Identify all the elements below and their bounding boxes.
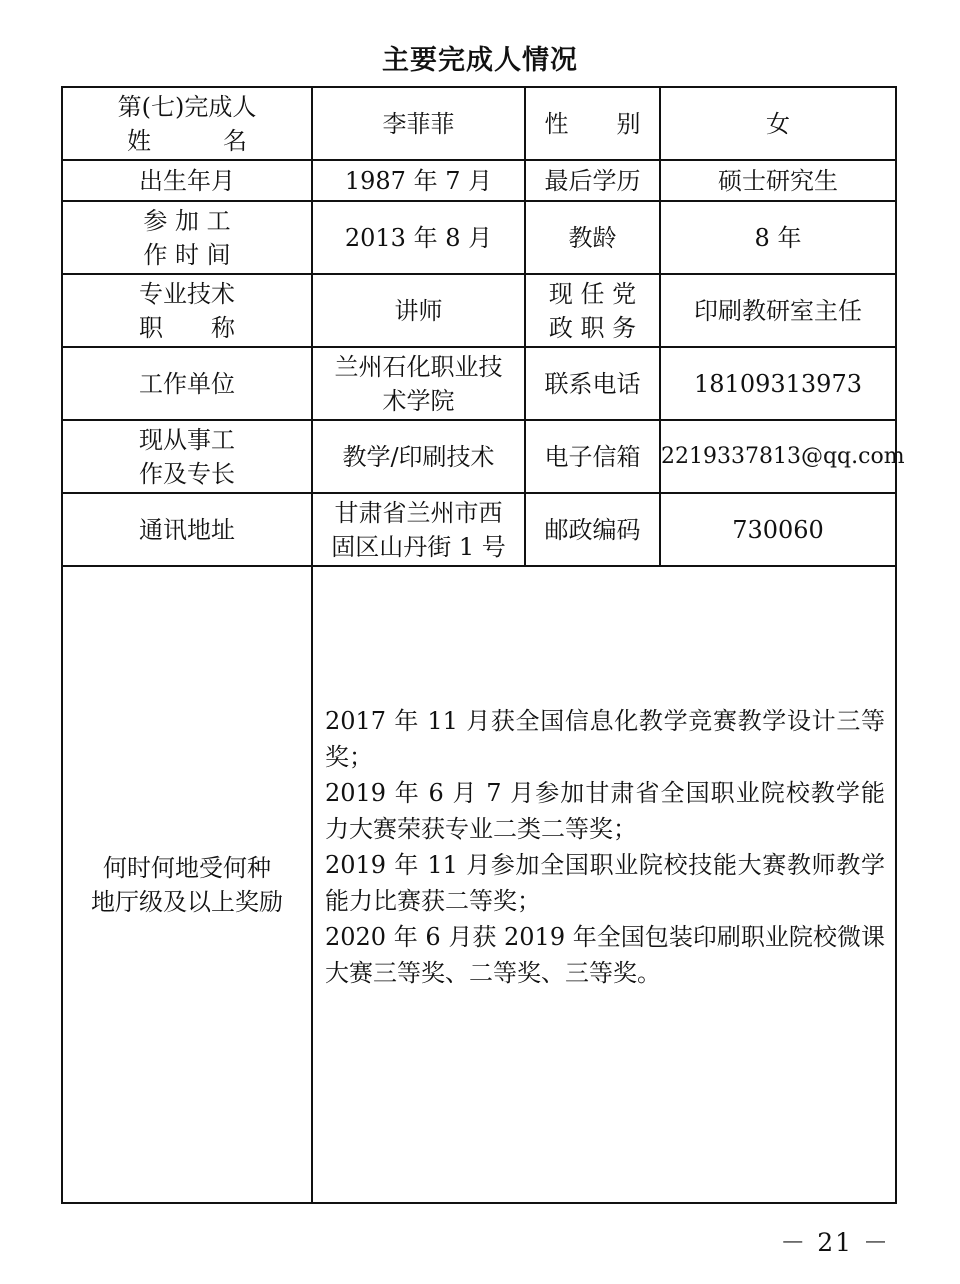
specialty-label-cell [62, 420, 312, 493]
row-specialty [62, 420, 896, 493]
title-rank-label-line2: 职 称 [139, 313, 235, 342]
name-label-line1: 第(七)完成人 [117, 92, 257, 121]
postcode-label: 邮政编码 [525, 493, 660, 566]
awards-content-cell [312, 566, 896, 1203]
party-position-value: 印刷教研室主任 [660, 274, 896, 347]
row-work-start [62, 201, 896, 274]
title-rank-label-line1: 专业技术 [139, 279, 235, 308]
work-start-label-cell [62, 201, 312, 274]
row-awards [62, 566, 896, 1203]
work-start-label-line2: 作 时 间 [143, 240, 231, 269]
row-employer [62, 347, 896, 420]
teaching-years-label: 教龄 [525, 201, 660, 274]
phone-value: 18109313973 [660, 347, 896, 420]
address-value-cell [312, 493, 525, 566]
teaching-years-value: 8 年 [660, 201, 896, 274]
award-item: 2017 年 11 月获全国信息化教学竞赛教学设计三等奖； [325, 707, 885, 771]
employer-value-line2: 术学院 [382, 386, 455, 415]
employer-value-line1: 兰州石化职业技 [334, 352, 503, 381]
specialty-value: 教学/印刷技术 [312, 420, 525, 493]
specialty-label-line1: 现从事工 [139, 425, 235, 454]
row-birth [62, 160, 896, 201]
address-value-line2: 固区山丹街 1 号 [331, 532, 506, 561]
awards-label-cell [62, 566, 312, 1203]
row-name [62, 87, 896, 160]
employer-value-cell [312, 347, 525, 420]
gender-label: 性 别 [525, 87, 660, 160]
row-title-rank [62, 274, 896, 347]
page-number: － 21 － [780, 1228, 890, 1257]
specialty-label-line2: 作及专长 [139, 459, 235, 488]
work-start-value: 2013 年 8 月 [312, 201, 525, 274]
address-label: 通讯地址 [62, 493, 312, 566]
gender-value: 女 [660, 87, 896, 160]
birth-value: 1987 年 7 月 [312, 160, 525, 201]
award-item: 2020 年 6 月获 2019 年全国包装印刷职业院校微课大赛三等奖、二等奖、三等奖。 [325, 923, 885, 987]
employer-label: 工作单位 [62, 347, 312, 420]
award-item: 2019 年 11 月参加全国职业院校技能大赛教师教学能力比赛获二等奖； [325, 851, 885, 915]
email-label: 电子信箱 [525, 420, 660, 493]
name-label-cell [62, 87, 312, 160]
party-position-label-line2: 政 职 务 [548, 313, 637, 342]
postcode-value: 730060 [660, 493, 896, 566]
name-value: 李菲菲 [312, 87, 525, 160]
awards-label-line1: 何时何地受何种 [103, 853, 271, 882]
name-label-line2: 姓 名 [127, 126, 247, 155]
personnel-form-table [61, 86, 905, 1204]
title-rank-label-cell [62, 274, 312, 347]
awards-label-line2: 地厅级及以上奖励 [91, 887, 283, 916]
education-value: 硕士研究生 [660, 160, 896, 201]
education-label: 最后学历 [525, 160, 660, 201]
page-title: 主要完成人情况 [382, 45, 578, 76]
award-item: 2019 年 6 月 7 月参加甘肃省全国职业院校教学能力大赛荣获专业二类二等奖； [325, 779, 885, 843]
work-start-label-line1: 参 加 工 [143, 206, 231, 235]
row-address [62, 493, 896, 566]
party-position-label-cell [525, 274, 660, 347]
phone-label: 联系电话 [525, 347, 660, 420]
address-value-line1: 甘肃省兰州市西 [334, 498, 503, 527]
email-value: 2219337813@qq.com [660, 420, 896, 493]
birth-label: 出生年月 [62, 160, 312, 201]
party-position-label-line1: 现 任 党 [548, 279, 637, 308]
title-rank-value: 讲师 [312, 274, 525, 347]
